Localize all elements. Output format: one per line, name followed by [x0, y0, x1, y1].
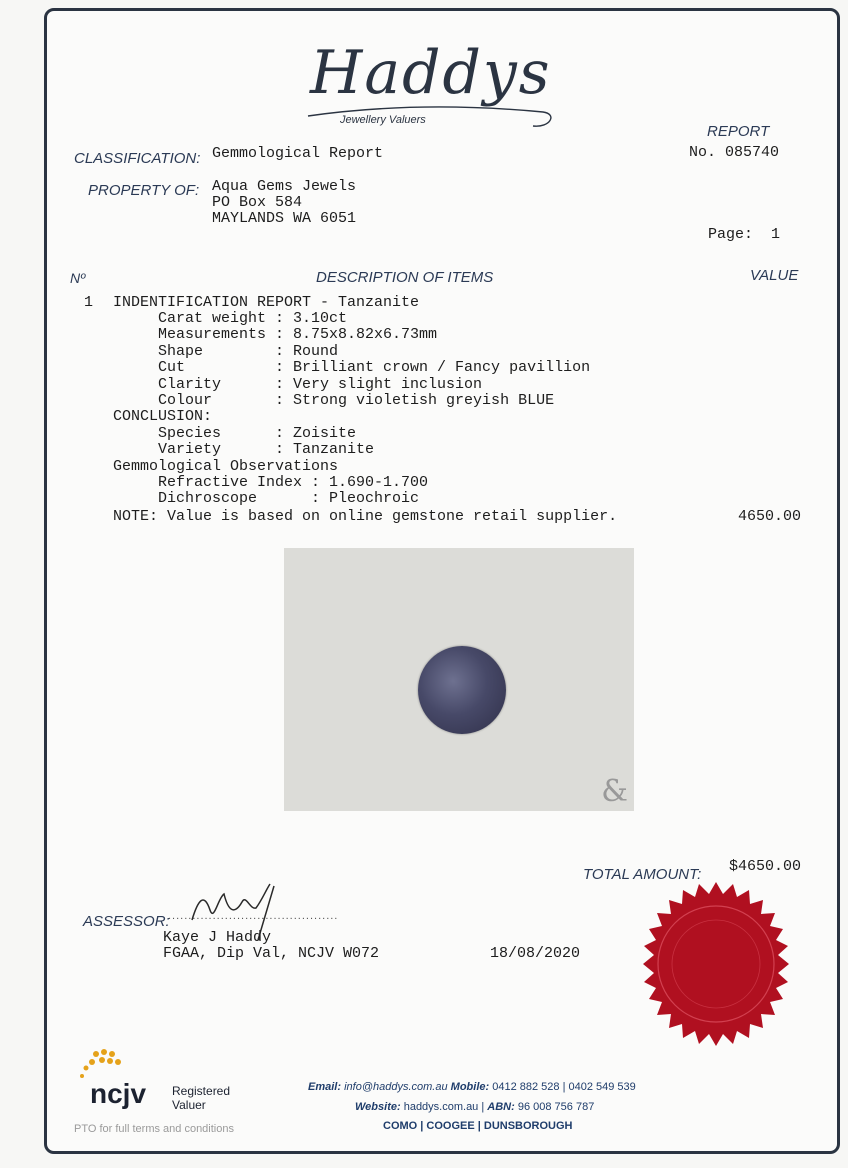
detail-line: Carat weight : 3.10ct: [113, 310, 348, 327]
header-description: DESCRIPTION OF ITEMS: [316, 269, 494, 286]
detail-line: Colour : Strong violetish greyish BLUE: [113, 392, 555, 410]
abn-label: ABN:: [487, 1101, 515, 1113]
footer-website-line: Website: haddys.com.au | ABN: 96 008 756 787: [355, 1101, 595, 1113]
classification-value: Gemmological Report: [212, 145, 384, 162]
logo-swash-icon: [288, 98, 568, 138]
detail-line: Gemmological Observations: [113, 457, 339, 475]
total-value: $4650.00: [729, 858, 802, 875]
assessor-dots: ..........................................: [168, 910, 339, 922]
classification-label: CLASSIFICATION:: [74, 150, 201, 167]
mobile-value: 0412 882 528 | 0402 549 539: [492, 1081, 636, 1093]
item-details: [113, 311, 590, 508]
report-date: 18/08/2020: [490, 945, 581, 962]
detail-line: CONCLUSION:: [113, 408, 213, 426]
detail-line: Clarity : Very slight inclusion: [113, 375, 483, 393]
wax-seal-icon: [632, 880, 800, 1048]
photo-mark: &: [601, 774, 628, 809]
property-line-1: Aqua Gems Jewels: [212, 178, 357, 195]
email-label: Email:: [308, 1081, 342, 1093]
website-label: Website:: [355, 1101, 401, 1113]
haddys-logo: [288, 38, 568, 138]
property-line-3: MAYLANDS WA 6051: [212, 210, 357, 227]
detail-line: Shape : Round: [113, 342, 339, 360]
assessor-name: Kaye J Haddy: [163, 929, 272, 946]
ncjv-logo: [70, 1048, 260, 1120]
detail-line: Refractive Index : 1.690-1.700: [113, 474, 429, 492]
property-line-2: PO Box 584: [212, 194, 303, 211]
ncjv-wordmark: ncjv: [90, 1078, 147, 1109]
pto-text: PTO for full terms and conditions: [74, 1123, 234, 1135]
value-note: NOTE: Value is based on online gemstone retail supplier.: [113, 508, 618, 525]
logo-tagline: Jewellery Valuers: [340, 114, 426, 126]
ncjv-registered: Registered: [172, 1084, 231, 1098]
detail-line: Measurements : 8.75x8.82x6.73mm: [113, 326, 438, 344]
assessor-credentials: FGAA, Dip Val, NCJV W072: [163, 945, 380, 962]
gemstone-photo: [284, 548, 634, 811]
header-value: VALUE: [750, 267, 799, 284]
page-number: Page: 1: [708, 226, 781, 243]
footer-locations: COMO | COOGEE | DUNSBOROUGH: [383, 1120, 573, 1132]
mobile-label: Mobile:: [450, 1081, 490, 1093]
abn-value: 96 008 756 787: [517, 1101, 595, 1113]
header-no: Nº: [70, 270, 86, 286]
assessor-label: ASSESSOR:: [83, 913, 170, 930]
report-number: No. 085740: [689, 144, 780, 161]
tanzanite-gem-icon: [418, 646, 506, 734]
item-title: INDENTIFICATION REPORT - Tanzanite: [113, 294, 420, 311]
item-value: 4650.00: [738, 508, 802, 525]
total-label: TOTAL AMOUNT:: [583, 866, 702, 883]
email-value[interactable]: info@haddys.com.au: [344, 1081, 448, 1093]
ncjv-valuer: Valuer: [172, 1098, 206, 1112]
detail-line: Variety : Tanzanite: [113, 441, 375, 459]
detail-line: Dichroscope : Pleochroic: [113, 490, 420, 508]
report-label: REPORT: [707, 123, 770, 140]
detail-line: Species : Zoisite: [113, 424, 357, 442]
footer-contact-line: [308, 1081, 636, 1093]
property-label: PROPERTY OF:: [88, 182, 200, 199]
website-value[interactable]: haddys.com.au: [403, 1101, 479, 1113]
item-number: 1: [84, 294, 94, 311]
logo-script: Haddys: [310, 38, 552, 108]
detail-line: Cut : Brilliant crown / Fancy pavillion: [113, 359, 591, 377]
